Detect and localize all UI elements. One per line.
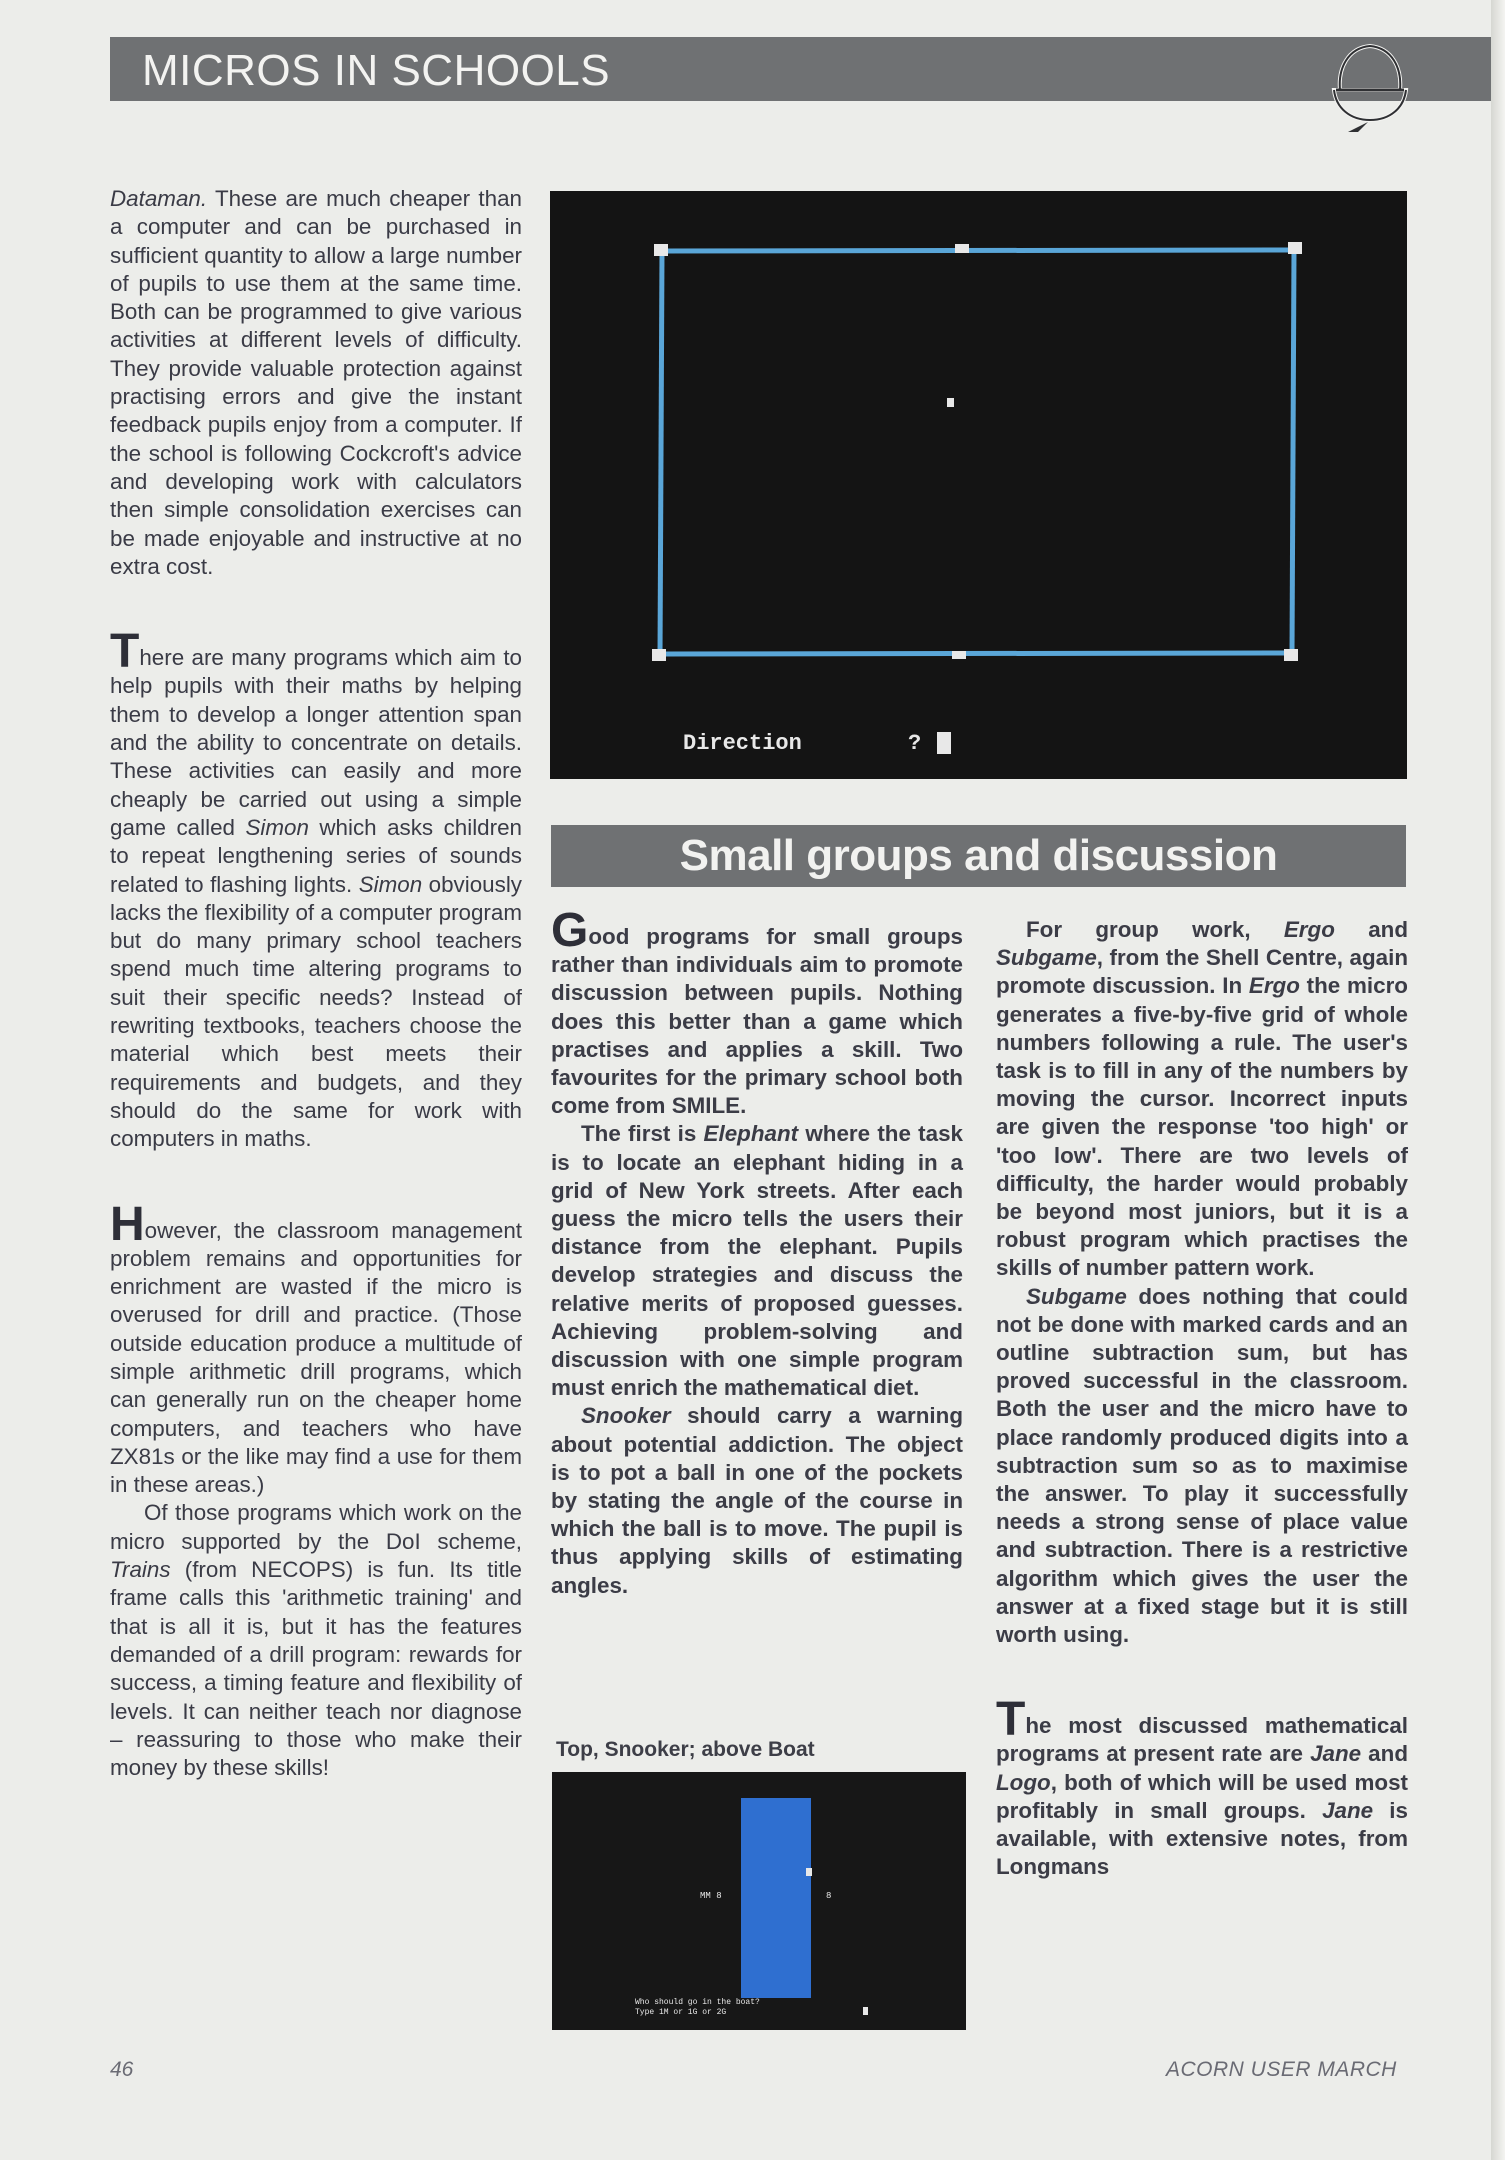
- page-number: 46: [110, 2058, 134, 2081]
- left-column: [110, 185, 522, 1782]
- paragraph-text: he most discussed mathematical programs at present rate are: [996, 1713, 1408, 1767]
- title-jane: Jane: [1310, 1741, 1362, 1767]
- paragraph: [110, 1197, 522, 1500]
- paragraph-text: The first is: [581, 1121, 704, 1147]
- title-subgame: Subgame: [996, 945, 1097, 971]
- drop-cap: G: [551, 904, 589, 957]
- paragraph: [996, 1283, 1408, 1650]
- title-simon: Simon: [245, 814, 309, 840]
- boat-question: Who should go in the boat?: [635, 1998, 760, 2007]
- paragraph-text: (from NECOPS) is fun. Its title frame calls this 'arithmetic training' and that is all it is, but it has the features demanded of a drill program: rewards for success, a timing feature and flexibility of levels. It can neither teach nor diagnose – reassuring to those who make their money by these skills!: [110, 1557, 522, 1781]
- paragraph-text: and: [1361, 1741, 1408, 1767]
- figure-caption: Top, Snooker; above Boat: [556, 1738, 815, 1761]
- drop-cap: T: [110, 625, 140, 679]
- acorn-logo-icon: [1328, 28, 1412, 134]
- paragraph-text: here are many programs which aim to help pupils with their maths by helping them to develop a longer attention span and the ability to concentrate on details. These activities can easily and more cheaply be carried out using a simple game called: [110, 645, 522, 840]
- paragraph: [996, 916, 1408, 1283]
- magazine-issue: ACORN USER MARCH: [1166, 2058, 1397, 2081]
- paragraph-text: , both of which will be used most profitably in small groups.: [996, 1769, 1408, 1823]
- paragraph: [110, 625, 522, 1153]
- title-ergo: Ergo: [1283, 917, 1335, 942]
- paragraph-text: ood programs for small groups rather than individuals aim to promote discussion between pupils. Nothing does this better than a game which practises and applies a skill. Two favourites for the primary school both come from SMILE.: [551, 924, 963, 1119]
- paragraph-text: obviously lacks the flexibility of a computer program but do many primary school teachers spend much time altering programs to suit their specific needs? Instead of rewriting textbooks, teachers choose the material which best meets their requirements and budgets, and they should do the same for work with computers in maths.: [110, 871, 522, 1152]
- paragraph-text: Of those programs which work on the micro supported by the DoI scheme,: [110, 1500, 522, 1554]
- paragraph-text: does nothing that could not be done with marked cards and an outline subtraction sum, but has proved successful in the classroom. Both the user and the micro have to place randomly produced digits into a subtraction sum so as to maximise the answer. To play it successfully needs a strong sense of place value and subtraction. There is a restrictive algorithm which gives the user the answer at a fixed stage but it is still worth using.: [996, 1283, 1408, 1648]
- middle-column: [551, 904, 963, 1600]
- title-logo: Logo: [996, 1769, 1051, 1795]
- pocket-markers: [652, 242, 1302, 661]
- page-title: MICROS IN SCHOOLS: [142, 46, 611, 95]
- paragraph-text: where the task is to locate an elephant hiding in a grid of New York streets. After each guess the micro tells the users their distance from the elephant. Pupils develop strategies and discuss the relative merits of proposed guesses. Achieving problem-solving and discussion with one simple program must enrich the mathematical diet.: [551, 1121, 963, 1401]
- paragraph: [110, 185, 522, 581]
- title-snooker: Snooker: [581, 1403, 671, 1429]
- paragraph-text: is available, with extensive notes, from Longmans: [996, 1797, 1408, 1880]
- boat-screenshot: [552, 1772, 966, 2030]
- paragraph: [551, 904, 963, 1120]
- river: [741, 1798, 811, 1998]
- snooker-ball: [947, 398, 954, 407]
- right-column: [996, 916, 1408, 1882]
- boat-marker: [806, 1868, 812, 1876]
- title-elephant: Elephant: [703, 1121, 799, 1147]
- paragraph: [551, 1120, 963, 1402]
- paragraph-text: These are much cheaper than a computer and can be purchased in sufficient quantity to allow a large number of pupils to use them at the same time. Both can be programmed to give various activities at different levels of difficulty. They provide valuable protection against practising errors and give the instant feedback pupils enjoy from a computer. If the school is following Cockcroft's advice and developing work with calculators then simple consolidation exercises can be made enjoyable and instructive at no extra cost.: [110, 186, 522, 579]
- paragraph-text: owever, the classroom management problem remains and opportunities for enrichment are wasted if the micro is overused for drill and practice. (Those outside education produce a multitude of simple arithmetic drill programs, which can generally run on the cheaper home computers, and teachers who have ZX81s or the like may find a use for them in these areas.): [110, 1217, 522, 1498]
- title-ergo: Ergo: [1248, 973, 1300, 999]
- title-jane: Jane: [1322, 1797, 1374, 1823]
- paragraph: [110, 1499, 522, 1782]
- direction-prompt-mark: ?: [908, 731, 922, 756]
- direction-prompt-label: Direction: [683, 731, 802, 756]
- page-edge: [1491, 0, 1505, 2160]
- paragraph-text: should carry a warning about potential addiction. The object is to pot a ball in one of the pockets by stating the angle of the course in which the ball is to move. The pupil is thus applying skills of estimating angles.: [551, 1403, 963, 1598]
- paragraph-text: For group work,: [1026, 917, 1284, 942]
- paragraph-text: and: [1334, 917, 1408, 942]
- paragraph-text: which asks children to repeat lengthening series of sounds related to flashing lights.: [110, 814, 522, 897]
- title-trains: Trains: [110, 1557, 171, 1583]
- boat-instruction: Type 1M or 1G or 2G: [635, 2008, 727, 2017]
- paragraph-text: the micro generates a five-by-five grid of whole numbers following a rule. The user's task is to fill in any of the numbers by moving the cursor. Incorrect inputs are given the response 'too high' or 'too low'. There are two levels of difficulty, the harder would probably be beyond most juniors, but it is a robust program which practises the skills of number pattern work.: [996, 973, 1408, 1281]
- snooker-table-outline: [660, 250, 1294, 656]
- title-subgame: Subgame: [1026, 1283, 1127, 1309]
- title-dataman: Dataman.: [110, 186, 208, 211]
- drop-cap: H: [110, 1197, 145, 1251]
- drop-cap: T: [996, 1693, 1026, 1747]
- snooker-screenshot: [550, 191, 1407, 779]
- score-left: MM 8: [700, 1891, 722, 1901]
- section-heading: Small groups and discussion: [679, 831, 1278, 880]
- paragraph: [551, 1402, 963, 1599]
- paragraph: [996, 1693, 1408, 1881]
- title-simon: Simon: [358, 871, 423, 897]
- text-cursor: [863, 2007, 868, 2015]
- paragraph-text: , from the Shell Centre, again promote discussion. In: [996, 945, 1408, 999]
- score-right: 8: [826, 1891, 832, 1901]
- text-cursor: [937, 732, 951, 754]
